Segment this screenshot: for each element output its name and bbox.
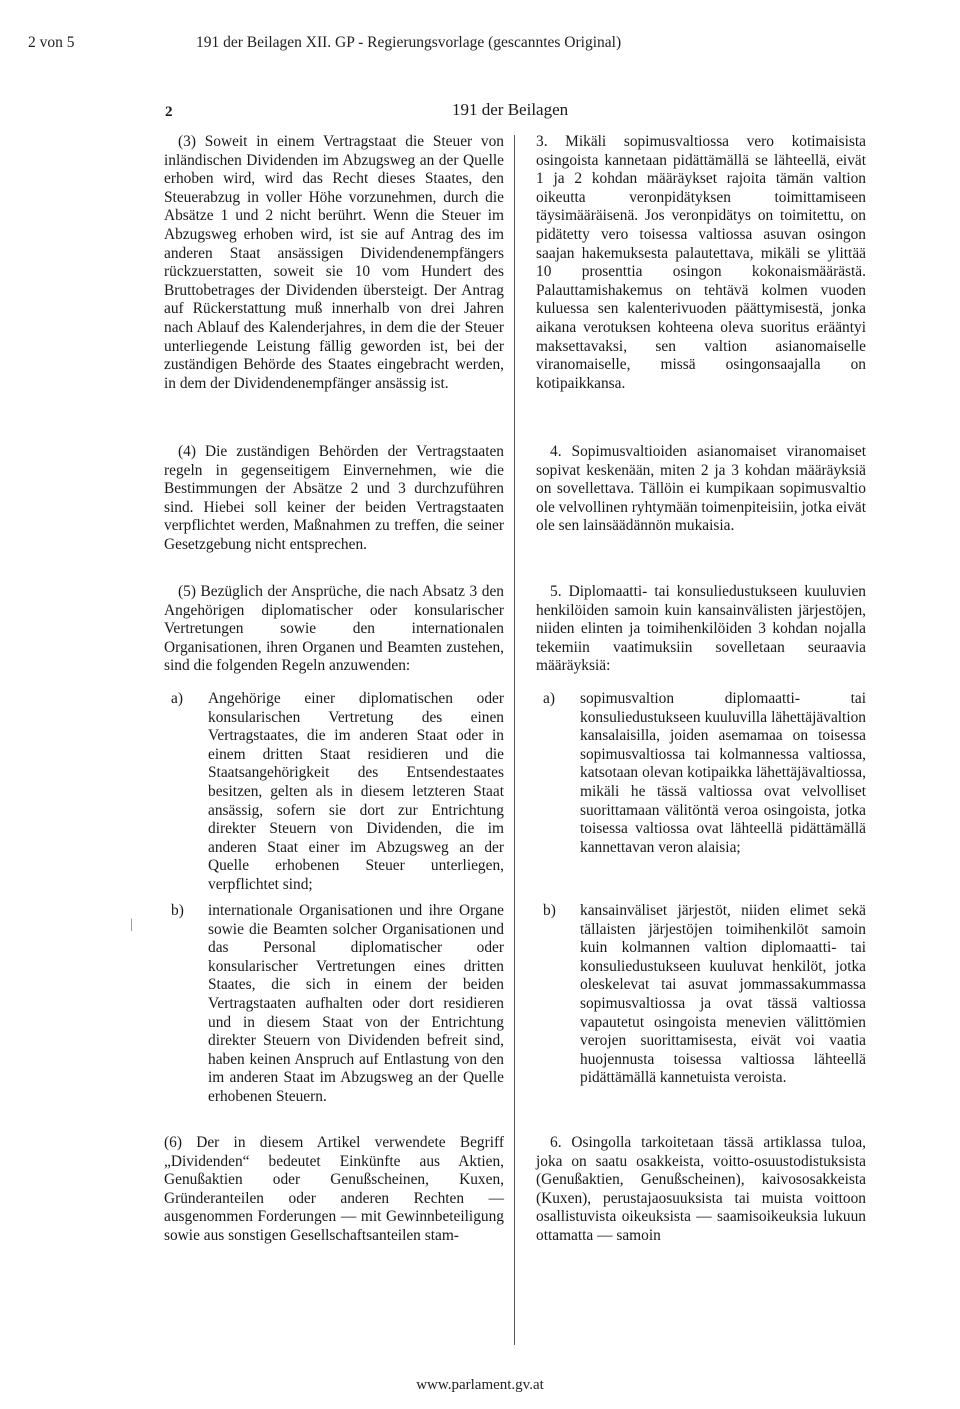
scan-artifact-mark: | <box>130 917 133 932</box>
fi-item-a-text: sopimusvaltion diplomaatti- tai konsuliedustukseen kuuluvilla lähettäjävaltion kansalaisilla, joiden asemamaa on toisessa sopimusvaltiossa tai kolmannessa valtiossa, katsotaan olevan kotipaikka lähettäjävaltiossa, mikäli he tässä valtiossa ovat velvolliset suorittamaan välitöntä veroa osingoista, jotka toisessa valtiossa ovat lähteellä pidättämällä kannettavan veron alaisia; <box>580 690 866 856</box>
fi-paragraph-3-text: 3. Mikäli sopimusvaltiossa vero kotimaisista osingoista kannetaan pidättämällä se lähteellä, eivät 1 ja 2 kohdan määräykset rajoita tämän valtion oikeutta veronpidätyksen toimittamiseen täysimääräisenä. Jos veronpidätys on toimitettu, on pidätetty vero toisessa valtiossa asuvan osingon saajan hakemuksesta palautettava, mikäli se ylittää 10 prosenttia osingon kokonaismäärästä. Palauttamishakemus on tehtävä kolmen vuoden kuluessa sen kalenterivuoden päättymisestä, jonka aikana verotuksen kohteena oleva suoritus erääntyi maksettavaksi, sen valtion asianomaiselle viranomaiselle, missä osingonsaajalla on kotipaikkansa. <box>536 133 866 392</box>
document-title: 191 der Beilagen XII. GP - Regierungsvorlage (gescanntes Original) <box>196 34 622 51</box>
fi-item-b-text: kansainväliset järjestöt, niiden elimet sekä tällaisten järjestöjen toimihenkilöt samoin kuin kolmannen valtion diplomaatti- tai konsuliedustukseen kuuluvat henkilöt, jotka oleskelevat tai asuvat jommassakummassa sopimusvaltiossa ja ovat tässä valtiossa vapautetut osingoista menevien välittömien verojen suorittamisesta, eivät voi vaatia huojennusta toisessa valtiossa lähteellä pidättämällä kannetuista veroista. <box>580 902 866 1087</box>
de-item-a-text: Angehörige einer diplomatischen oder konsularischen Vertretung des einen Vertragstaates, die im anderen Staat oder in einem dritten Staat residieren und die Staatsangehörigkeit des Entsendestaates besitzen, gelten als in diesem letzteren Staat ansässig, sofern sie dort zur Entrichtung direkter Steuern von Dividenden, die im anderen Staat einer im Abzugsweg an der Quelle erhobenen Steuer unterliegen, verpflichtet sind; <box>208 690 504 893</box>
fi-paragraph-6-text: 6. Osingolla tarkoitetaan tässä artiklassa tuloa, joka on saatu osakkeista, voitto-osuustodistuksista (Genußaktien, Genußscheinen), kaivososakkeista (Kuxen), perustajaosuuksista tai muista voittoon osallistuvista oikeuksista — saamisoikeuksia lukuun ottamatta — samoin <box>536 1134 866 1244</box>
de-paragraph-5-text: (5) Bezüglich der Ansprüche, die nach Absatz 3 den Angehörigen diplomatischer oder konsularischer Vertretungen sowie den internationalen Organisationen, ihren Organen und Beamten zustehen, sind die folgenden Regeln anzuwenden: <box>164 583 504 675</box>
de-paragraph-4-text: (4) Die zuständigen Behörden der Vertragstaaten regeln in gegenseitigem Einvernehmen, wie die Bestimmungen der Absätze 2 und 3 durchzuführen sind. Hiebei soll keiner der beiden Vertragstaaten verpflichtet werden, Maßnahmen zu treffen, die seiner Gesetzgebung nicht entsprechen. <box>164 443 504 553</box>
de-paragraph-5 <box>164 583 504 676</box>
de-paragraph-3 <box>164 133 504 393</box>
de-item-a-label: a) <box>171 690 183 707</box>
fi-paragraph-4-text: 4. Sopimusvaltioiden asianomaiset viranomaiset sopivat keskenään, miten 2 ja 3 kohdan määräyksiä on sovellettava. Tällöin ei kumpikaan sopimusvaltio ole velvollinen ryhtymään toimenpiteisiin, jotka eivät ole sen lainsäädännön mukaisia. <box>536 443 866 535</box>
de-paragraph-6 <box>164 1134 504 1246</box>
fi-item-b-label: b) <box>543 902 556 919</box>
pdf-header <box>0 34 960 54</box>
de-paragraph-3-text: (3) Soweit in einem Vertragstaat die Steuer von inländischen Dividenden im Abzugsweg an der Quelle erhoben wird, wird das Recht dieses Staates, den Steuerabzug in voller Höhe vorzunehmen, durch die Absätze 1 und 2 nicht berührt. Wenn die Steuer im Abzugsweg erhoben wird, ist sie auf Antrag des im anderen Staat ansässigen Dividendenempfängers rückzuerstatten, soweit sie 10 vom Hundert des Bruttobetrages der Dividenden übersteigt. Der Antrag auf Rückerstattung muß innerhalb von drei Jahren nach Ablauf des Kalenderjahres, in dem die der Steuer unterliegende Leistung fällig geworden ist, bei der zuständigen Behörde des Staates eingebracht werden, in dem der Dividendenempfänger ansässig ist. <box>164 133 504 392</box>
running-head: 191 der Beilagen <box>452 100 569 119</box>
fi-paragraph-6 <box>536 1134 866 1246</box>
de-item-b-text: internationale Organisationen und ihre Organe sowie die Beamten solcher Organisationen und das Personal diplomatischer oder konsularischer Vertretungen eines dritten Staates, die sich in einem der beiden Vertragstaaten aufhalten oder dort residieren und in diesem Staat von der Entrichtung direkter Steuern von Dividenden befreit sind, haben keinen Anspruch auf Entlastung von den im anderen Staat im Abzugsweg an der Quelle erhobenen Steuern. <box>208 902 504 1105</box>
fi-paragraph-4 <box>536 443 866 536</box>
de-item-b-label: b) <box>171 902 184 919</box>
fi-paragraph-5 <box>536 583 866 676</box>
de-paragraph-6-text: (6) Der in diesem Artikel verwendete Begriff „Dividenden“ bedeutet Einkünfte aus Aktien, Genußaktien oder Genußscheinen, Kuxen, Gründeranteilen oder anderen Rechten — ausgenommen Forderungen — mit Gewinnbeteiligung sowie aus sonstigen Gesellschaftsanteilen stam- <box>164 1134 504 1244</box>
column-divider <box>514 135 515 1345</box>
page-number: 2 <box>165 104 173 120</box>
de-paragraph-4 <box>164 443 504 555</box>
footer-url: www.parlament.gv.at <box>416 1377 544 1393</box>
fi-paragraph-3 <box>536 133 866 393</box>
fi-item-a-label: a) <box>543 690 555 707</box>
fi-paragraph-5-text: 5. Diplomaatti- tai konsuliedustukseen kuuluvien henkilöiden samoin kuin kansainvälisten järjestöjen, niiden elinten ja toimihenkilöiden 3 kohdan nojalla tekemiin vaatimuksiin sovelletaan seuraavia määräyksiä: <box>536 583 866 675</box>
page-of-indicator: 2 von 5 <box>28 34 75 51</box>
